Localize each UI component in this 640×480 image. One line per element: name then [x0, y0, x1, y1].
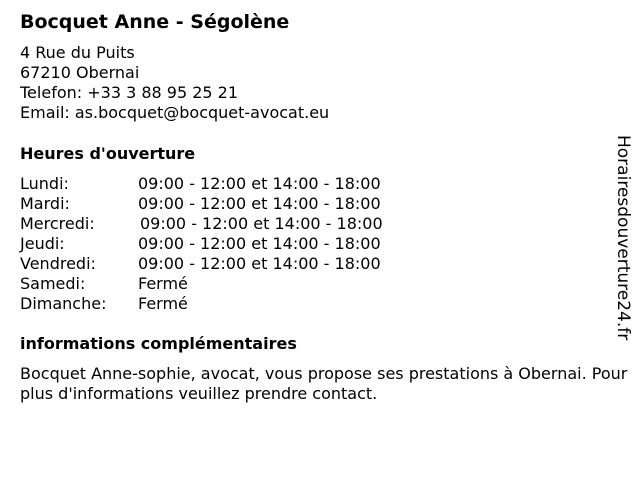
day-label: Vendredi: [20, 254, 96, 273]
time-value: 09:00 - 12:00 et 14:00 - 18:00 [138, 254, 381, 273]
day-label: Dimanche: [20, 294, 107, 313]
business-name: Bocquet Anne - Ségolène [20, 11, 290, 33]
address-street: 4 Rue du Puits [20, 43, 135, 62]
day-label: Mardi: [20, 194, 70, 213]
day-label: Mercredi: [20, 214, 95, 233]
phone-number: Telefon: +33 3 88 95 25 21 [20, 83, 239, 102]
contact-block [20, 43, 329, 123]
time-value: 09:00 - 12:00 et 14:00 - 18:00 [138, 234, 381, 253]
time-value: 09:00 - 12:00 et 14:00 - 18:00 [140, 214, 383, 233]
hours-heading: Heures d'ouverture [20, 144, 196, 163]
time-value: Fermé [138, 294, 188, 313]
address-city: 67210 Obernai [20, 63, 140, 82]
email-address: Email: as.bocquet@bocquet-avocat.eu [20, 103, 330, 122]
info-heading: informations complémentaires [20, 334, 297, 353]
info-description: Bocquet Anne-sophie, avocat, vous propose ses prestations à Obernai. Pour plus d'informations veuillez prendre contact. [20, 364, 628, 403]
day-label: Lundi: [20, 174, 69, 193]
time-value: Fermé [138, 274, 188, 293]
day-label: Jeudi: [20, 234, 65, 253]
time-value: 09:00 - 12:00 et 14:00 - 18:00 [138, 174, 381, 193]
day-label: Samedi: [20, 274, 86, 293]
site-watermark: Horairesdouverture24.fr [613, 135, 633, 341]
time-value: 09:00 - 12:00 et 14:00 - 18:00 [138, 194, 381, 213]
